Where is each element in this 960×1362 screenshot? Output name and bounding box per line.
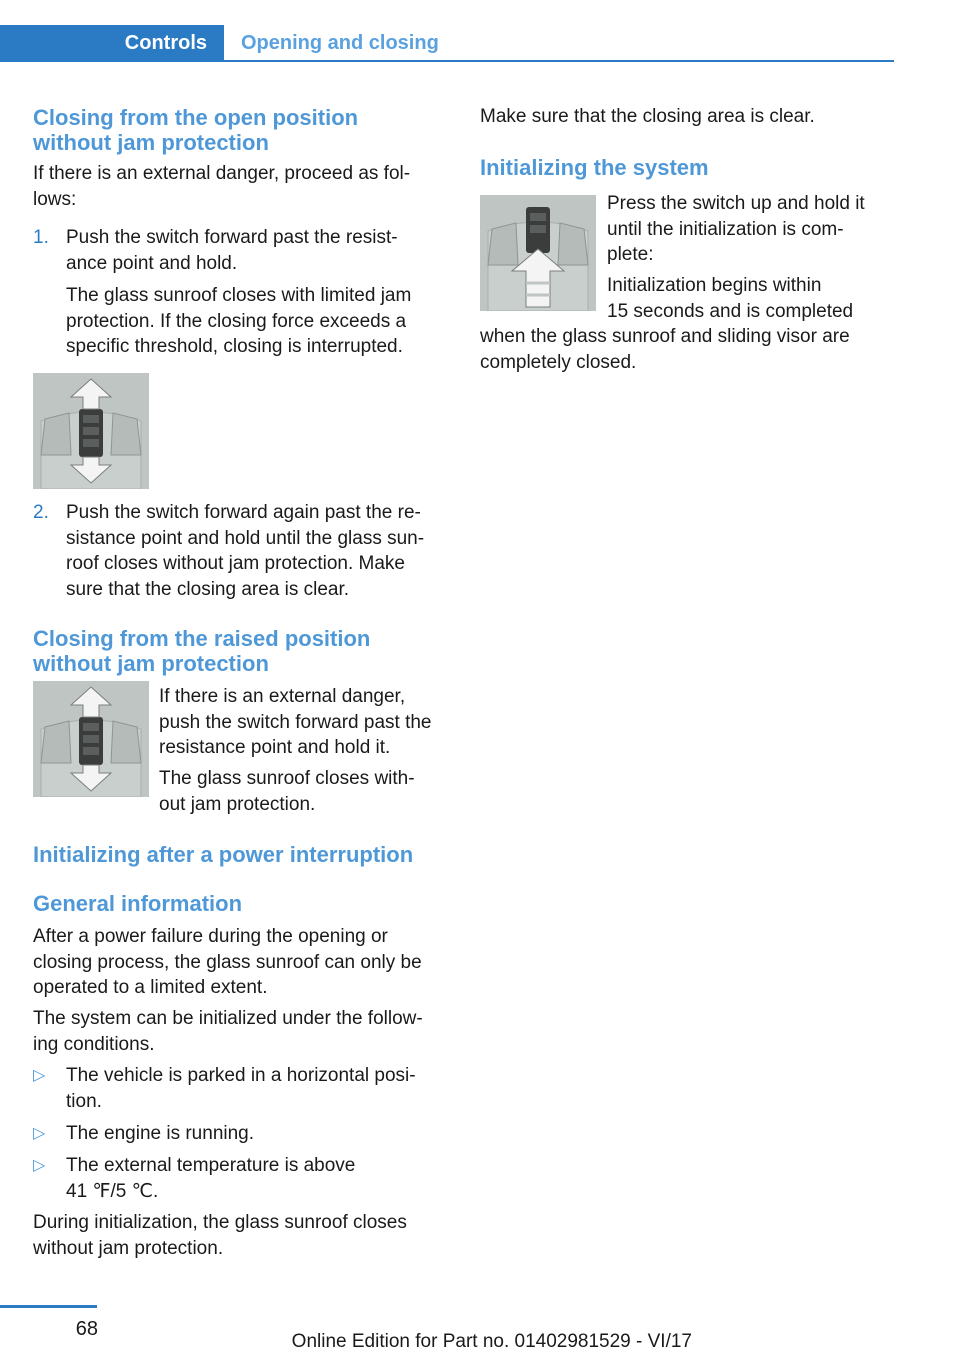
page-header xyxy=(0,25,894,61)
step-number: 1. xyxy=(33,227,49,248)
step-2 xyxy=(33,500,453,602)
init-completion-text: when the glass sunroof and sliding visor are completely closed. xyxy=(480,326,850,373)
intro-text: If there is an external danger, proceed as fol- lows: xyxy=(33,163,411,210)
step-text: Push the switch forward again past the re- sistance point and hold until the glass sun- roof closes without jam protection. Make sure that the closing area is clear. xyxy=(66,502,425,600)
step-1 xyxy=(33,225,453,360)
triangle-bullet-icon: ▷ xyxy=(33,1157,46,1174)
init-system-text: Press the switch up and hold it until the initialization is com- plete: xyxy=(607,193,865,265)
heading-init-system: Initializing the system xyxy=(480,155,709,180)
bullet-item: ▷ The engine is running. xyxy=(33,1121,453,1147)
switch-up-icon xyxy=(480,195,596,311)
step-detail: The glass sunroof closes with limited jam protection. If the closing force exceeds a specific threshold, closing is interrupted. xyxy=(66,285,412,357)
page-number: 68 xyxy=(75,1318,98,1340)
general-paragraph-3: During initialization, the glass sunroof closes without jam protection. xyxy=(33,1212,407,1259)
heading-closing-open: Closing from the open position without jam protection xyxy=(33,105,359,155)
switch-up-down-figure-2 xyxy=(33,681,149,797)
section-tab[interactable]: Opening and closing xyxy=(241,32,439,54)
heading-init-power: Initializing after a power interruption xyxy=(33,842,414,867)
heading-closing-raised: Closing from the raised position without jam protection xyxy=(33,626,371,676)
raised-result: The glass sunroof closes with- out jam protection. xyxy=(159,768,415,815)
switch-up-figure xyxy=(480,195,596,311)
footer-rule xyxy=(0,1305,97,1308)
init-timing-text: Initialization begins within 15 seconds and is completed xyxy=(607,275,854,322)
triangle-bullet-icon: ▷ xyxy=(33,1067,46,1084)
raised-text: If there is an external danger, push the switch forward past the resistance point and hold it. xyxy=(159,686,432,758)
bullet-item: ▷ The external temperature is above 41 ℉/5 ℃. xyxy=(33,1155,356,1202)
general-paragraph-1: After a power failure during the opening or closing process, the glass sunroof can only be operated to a limited extent. xyxy=(33,926,422,998)
closing-area-text: Make sure that the closing area is clear. xyxy=(480,106,815,127)
switch-up-down-figure xyxy=(33,373,149,489)
edition-text: Online Edition for Part no. 01402981529 - VI/17 xyxy=(291,1331,692,1352)
triangle-bullet-icon: ▷ xyxy=(33,1125,46,1142)
step-text: Push the switch forward past the resist- ance point and hold. xyxy=(66,227,398,274)
heading-general-information: General information xyxy=(33,891,243,916)
switch-up-down-icon xyxy=(33,681,149,797)
switch-up-down-icon xyxy=(33,373,149,489)
chapter-tab[interactable]: Controls xyxy=(0,25,224,61)
step-number: 2. xyxy=(33,502,49,523)
general-paragraph-2: The system can be initialized under the follow- ing conditions. xyxy=(33,1008,423,1055)
bullet-item: ▷ The vehicle is parked in a horizontal posi- tion. xyxy=(33,1065,416,1112)
